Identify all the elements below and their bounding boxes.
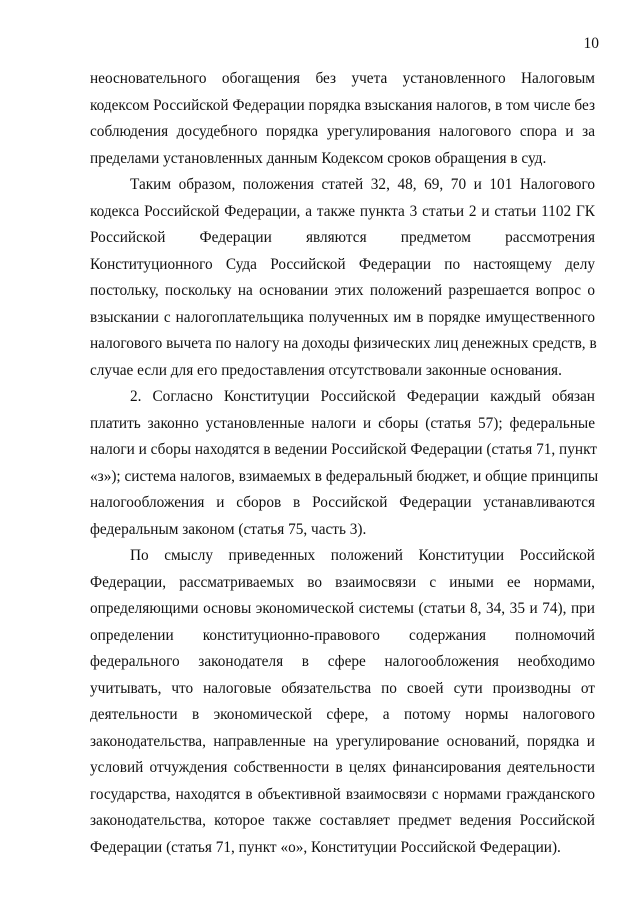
text-line: случае если для его предоставления отсутствовали законные основания. [90, 361, 562, 379]
text-line: Российской Федерации являются предметом рассмотрения [90, 229, 595, 246]
text-line: Федерации (статья 71, пункт «о», Конституции Российской Федерации). [90, 838, 561, 856]
text-line: кодексом Российской Федерации порядка взыскания налогов, в том числе без [90, 96, 595, 114]
text-line: определяющими основы экономической системы (статьи 8, 34, 35 и 74), при [90, 600, 595, 617]
text-line: пределами установленных данным Кодексом сроков обращения в суд. [90, 149, 547, 167]
text-line: федеральным законом (статья 75, часть 3). [90, 520, 367, 538]
text-line: налогообложения и сборов в Российской Федерации устанавливаются [90, 494, 595, 511]
text-line: 2. Согласно Конституции Российской Федерации каждый обязан [130, 388, 595, 405]
text-line: налогового вычета по налогу на доходы физических лиц денежных средств, в [90, 335, 597, 352]
text-line: деятельности в экономической сфере, а потому нормы налогового [90, 706, 595, 723]
page-number: 10 [583, 35, 599, 52]
text-line: взыскании с налогоплательщика полученных им в порядке имущественного [90, 308, 595, 326]
text-line: федерального законодателя в сфере налогообложения необходимо [90, 653, 595, 670]
text-line: налоги и сборы находятся в ведении Российской Федерации (статья 71, пункт [90, 441, 597, 458]
text-line: законодательства, которое также составляет предмет ведения Российской [90, 812, 595, 829]
text-line: соблюдения досудебного порядка урегулирования налогового спора и за [90, 123, 595, 140]
paragraph [90, 543, 595, 861]
text-line: По смыслу приведенных положений Конституции Российской [130, 547, 595, 564]
document-body [90, 66, 599, 861]
text-line: неосновательного обогащения без учета установленного Налоговым [90, 70, 595, 87]
text-line: законодательства, направленные на урегулирование оснований, порядка и [90, 732, 595, 750]
text-line: учитывать, что налоговые обязательства по своей сути производны от [90, 679, 595, 697]
text-line: Конституционного Суда Российской Федерации по настоящему делу [90, 255, 595, 273]
text-line: кодекса Российской Федерации, а также пункта 3 статьи 2 и статьи 1102 ГК [90, 202, 595, 220]
text-line: определении конституционно-правового содержания полномочий [90, 626, 595, 644]
paragraph [90, 172, 595, 384]
text-line: «з»); система налогов, взимаемых в федеральный бюджет, и общие принципы [90, 467, 599, 485]
text-line: платить законно установленные налоги и сборы (статья 57); федеральные [90, 414, 595, 432]
paragraph [90, 384, 599, 543]
text-line: Таким образом, положения статей 32, 48, 69, 70 и 101 Налогового [130, 176, 595, 193]
text-line: государства, находятся в объективной взаимосвязи с нормами гражданского [90, 785, 595, 803]
text-line: Федерации, рассматриваемых во взаимосвязи с иными ее нормами, [90, 573, 595, 591]
paragraph [90, 66, 595, 172]
text-line: условий отчуждения собственности в целях финансирования деятельности [90, 759, 595, 776]
text-line: постольку, поскольку на основании этих положений разрешается вопрос о [90, 282, 595, 299]
